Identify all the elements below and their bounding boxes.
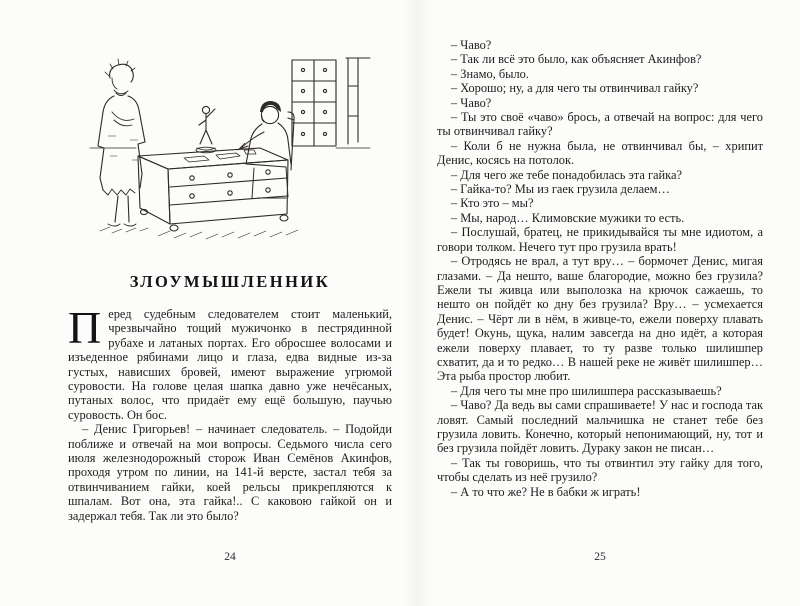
- drop-cap: П: [68, 302, 102, 353]
- page-number-right: 25: [594, 551, 606, 563]
- opening-paragraph: [68, 302, 392, 422]
- dialogue-paragraph: – Ты это своё «чаво» брось, а отвечай на вопрос: для чего ты отвинчивал гайку?: [437, 110, 763, 139]
- dialogue-paragraph: – Чаво? Да ведь вы сами спрашиваете! У нас и господа так ловят. Самый последний мальчишка не станет тебе без грузила ловить. Конечно, который непонимающий, ну, тот и без грузила пойдёт ловить. Дураку закон не писан…: [437, 398, 763, 456]
- dialogue-paragraph: – Кто это – мы?: [451, 196, 534, 211]
- dialogue-paragraph: – Так ли всё это было, как объясняет Акинфов?: [451, 52, 702, 67]
- page-number-left: 24: [224, 551, 236, 563]
- story-title: ЗЛОУМЫШЛЕННИК: [129, 272, 331, 291]
- dialogue-paragraph: – Знамо, было.: [451, 66, 529, 81]
- story-illustration: [88, 56, 372, 248]
- left-page: [68, 0, 392, 606]
- dialogue-paragraph: – Мы, народ… Климовские мужики то есть.: [451, 210, 685, 225]
- dialogue-paragraph: – Денис Григорьев! – начинает следователь. – Подойди поближе и отвечай на мои вопросы. Седьмого числа сего июля железнодорожный сторож Иван Семёнов Акинфов, проходя утром по линии, на 141-й версте, застал тебя за отвинчиванием гайки, коей рельсы прикрепляются к шпалам. Вот она, эта гайка!.. С каковою гайкой он и задержал тебя. Так ли это было?: [68, 422, 392, 523]
- opening-paragraph-text: еред судебным следователем стоит маленький, чрезвычайно тощий мужичонко в пестрядинной рубахе и латаных портах. Его обросшее волосами и изъеденное рябинами лицо и глаза, едва видные из-за густых, нависших бровей, имеют выражение угрюмой суровости. На голове целая шапка давно уже нечёсаных, путаных волос, что придаёт ему ещё большую, паучью суровость. Он бос.: [68, 307, 392, 422]
- dialogue-paragraph: – Так ты говоришь, что ты отвинтил эту гайку для того, чтобы сделать из неё грузило?: [437, 455, 763, 485]
- dialogue-paragraph: – Послушай, братец, не прикидывайся ты мне идиотом, а говори толком. Нечего тут про грузила врать!: [437, 225, 763, 254]
- right-page-text: [437, 0, 763, 499]
- dialogue-paragraph: – Чаво?: [451, 95, 492, 110]
- dialogue-paragraph: – Для чего ты мне про шилишпера рассказываешь?: [451, 383, 722, 398]
- page-gutter: [402, 0, 430, 606]
- dialogue-paragraph: – Чаво?: [451, 38, 492, 52]
- dialogue-paragraph: – Для чего же тебе понадобилась эта гайка?: [451, 167, 683, 182]
- dialogue-paragraph: – Отродясь не врал, а тут вру… – бормочет Денис, мигая глазами. – Да нешто, ваше благородие, можно без грузила? Ежели ты живца или выполозка на крючок сажаешь, то нешто он пойдёт ко дну без грузила? Вру… – усмехается Денис. – Чёрт ли в нём, в живце-то, ежели поверху плавать будет! Окунь, щука, налим завсегда на дно идёт, а которая ежели поверху плавает, то ту разве только шилишпер схватит, да и то редко… В нашей реке не живёт шилишпер… Эта рыба простор любит.: [437, 254, 763, 384]
- ink-drawing: [88, 56, 372, 248]
- dialogue-paragraph: – Хорошо; ну, а для чего ты отвинчивал гайку?: [451, 81, 699, 96]
- dialogue-paragraph: – Коли б не нужна была, не отвинчивал бы, – хрипит Денис, косясь на потолок.: [437, 138, 763, 168]
- dialogue-paragraph: – Гайка-то? Мы из гаек грузила делаем…: [451, 182, 670, 197]
- right-page: [437, 0, 763, 606]
- dialogue-paragraph: – А то что же? Не в бабки ж играть!: [451, 484, 641, 499]
